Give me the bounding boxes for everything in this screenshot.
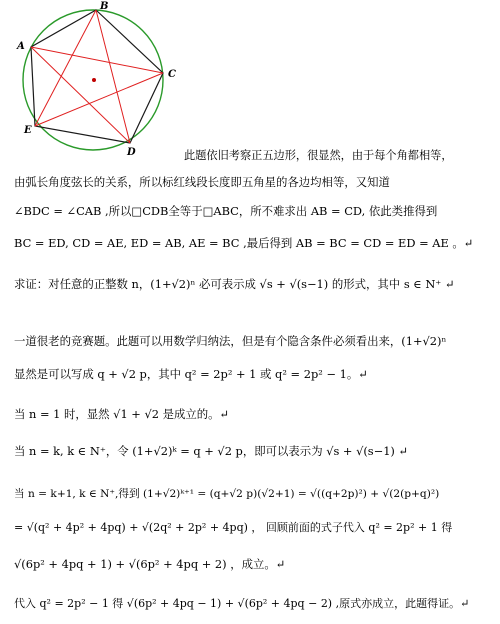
vertex-label-D: D [127,147,136,158]
vertex-label-A: A [17,41,25,52]
solution-line7: √(6p² + 4pq + 1) + √(6p² + 4pq + 2) ，成立。↵ [14,557,286,571]
circle-center-point [92,78,96,82]
solution-line3: 当 n = 1 时，显然 √1 + √2 是成立的。↵ [14,407,230,421]
solution-line5: 当 n = k+1, k ∈ N⁺,得到 (1+√2)ᵏ⁺¹ = (q+√2 p)(√2+1) = √((q+2p)²) + √(2(p+q)²) [14,488,440,500]
solution-line4: 当 n = k, k ∈ N⁺，令 (1+√2)ᵏ = q + √2 p，即可以表示为 √s + √(s−1) ↵ [14,444,409,458]
paragraph1-line1: 此题依旧考察正五边形，很显然，由于每个角都相等， [184,149,453,162]
vertex-label-B: B [100,1,109,12]
solution-line8: 代入 q² = 2p² − 1 得 √(6p² + 4pq − 1) + √(6p² + 4pq − 2) ,原式亦成立，此题得证。↵ [14,597,470,610]
pentagon-star-figure [10,0,180,160]
vertex-label-E: E [24,125,32,136]
pentagon-ABCDE [31,10,163,143]
paragraph1-line3: ∠BDC = ∠CAB ,所以□CDB全等于□ABC，所不难求出 AB = CD, 依此类推得到 [14,204,438,218]
solution-line2: 显然是可以写成 q + √2 p，其中 q² = 2p² + 1 或 q² = 2p² − 1。↵ [14,367,368,381]
pentagram-diagonals [31,10,163,143]
paragraph1-line2: 由弧长角度弦长的关系，所以标红线段长度即五角星的各边均相等，又知道 [14,175,390,189]
vertex-label-C: C [168,69,176,80]
paragraph1-line4: BC = ED, CD = AE, ED = AB, AE = BC ,最后得到 AB = BC = CD = ED = AE 。↵ [14,236,474,250]
solution-line1: 一道很老的竞赛题。此题可以用数学归纳法，但是有个隐含条件必须看出来，(1+√2)ⁿ [14,334,447,348]
solution-line6: = √(q² + 4p² + 4pq) + √(2q² + 2p² + 4pq) ， 回顾前面的式子代入 q² = 2p² + 1 得 [14,521,453,534]
problem-statement: 求证：对任意的正整数 n，(1+√2)ⁿ 必可表示成 √s + √(s−1) 的形式，其中 s ∈ N⁺ ↵ [14,277,455,291]
